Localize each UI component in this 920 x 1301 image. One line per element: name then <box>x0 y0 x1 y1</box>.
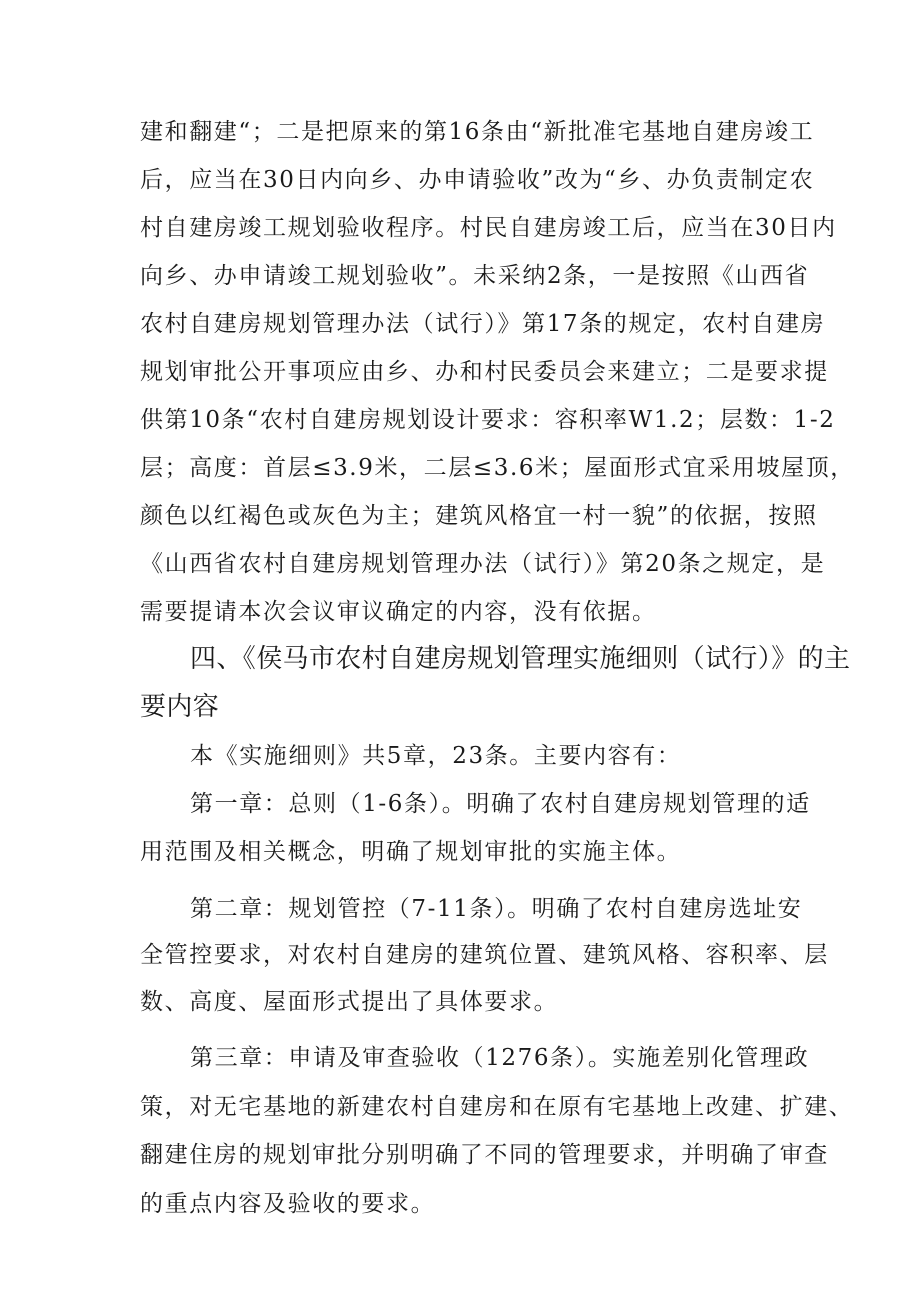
paragraph-line: 需要提请本次会议审议确定的内容，没有依据。 <box>140 599 657 625</box>
section-heading-continued: 要内容 <box>140 692 220 722</box>
paragraph-line: 供第10条“农村自建房规划设计要求：容积率W1.2；层数：1-2 <box>140 407 836 433</box>
paragraph-line: 村自建房竣工规划验收程序。村民自建房竣工后，应当在30日内 <box>140 215 837 241</box>
section-heading: 四、《侯马市农村自建房规划管理实施细则（试行）》的主 <box>190 644 851 674</box>
paragraph-line: 规划审批公开事项应由乡、办和村民委员会来建立；二是要求提 <box>140 359 829 385</box>
chapter-1-line: 第一章：总则（1-6条）。明确了农村自建房规划管理的适 <box>190 791 811 817</box>
chapter-3-line: 翻建住房的规划审批分别明确了不同的管理要求，并明确了审查 <box>140 1142 829 1168</box>
paragraph-line: 建和翻建“；二是把原来的第16条由“新批准宅基地自建房竣工 <box>140 119 815 145</box>
chapter-2-line: 全管控要求，对农村自建房的建筑位置、建筑风格、容积率、层 <box>140 942 829 968</box>
paragraph-line: 层；高度：首层≤3.9米，二层≤3.6米；屋面形式宜采用坡屋顶， <box>140 455 855 481</box>
chapter-3-line: 第三章：申请及审查验收（1276条）。实施差别化管理政 <box>190 1045 810 1071</box>
chapter-3-line: 的重点内容及验收的要求。 <box>140 1191 436 1217</box>
chapter-2-line: 数、高度、屋面形式提出了具体要求。 <box>140 989 559 1015</box>
paragraph-line: 农村自建房规划管理办法（试行）》第17条的规定，农村自建房 <box>140 311 826 337</box>
paragraph-line: 《山西省农村自建房规划管理办法（试行）》第20条之规定，是 <box>140 551 826 577</box>
chapter-3-line: 策，对无宅基地的新建农村自建房和在原有宅基地上改建、扩建、 <box>140 1094 854 1120</box>
paragraph-line: 颜色以红褐色或灰色为主；建筑风格宜一村一貌”的依据，按照 <box>140 503 818 529</box>
chapter-2-line: 第二章：规划管控（7-11条）。明确了农村自建房选址安 <box>190 896 803 922</box>
chapter-1-line: 用范围及相关概念，明确了规划审批的实施主体。 <box>140 839 682 865</box>
paragraph-line: 后，应当在30日内向乡、办申请验收”改为“乡、办负责制定农 <box>140 167 815 193</box>
intro-paragraph: 本《实施细则》共5章，23条。主要内容有： <box>190 743 682 769</box>
paragraph-line: 向乡、办申请竣工规划验收”。未采纳2条，一是按照《山西省 <box>140 263 810 289</box>
